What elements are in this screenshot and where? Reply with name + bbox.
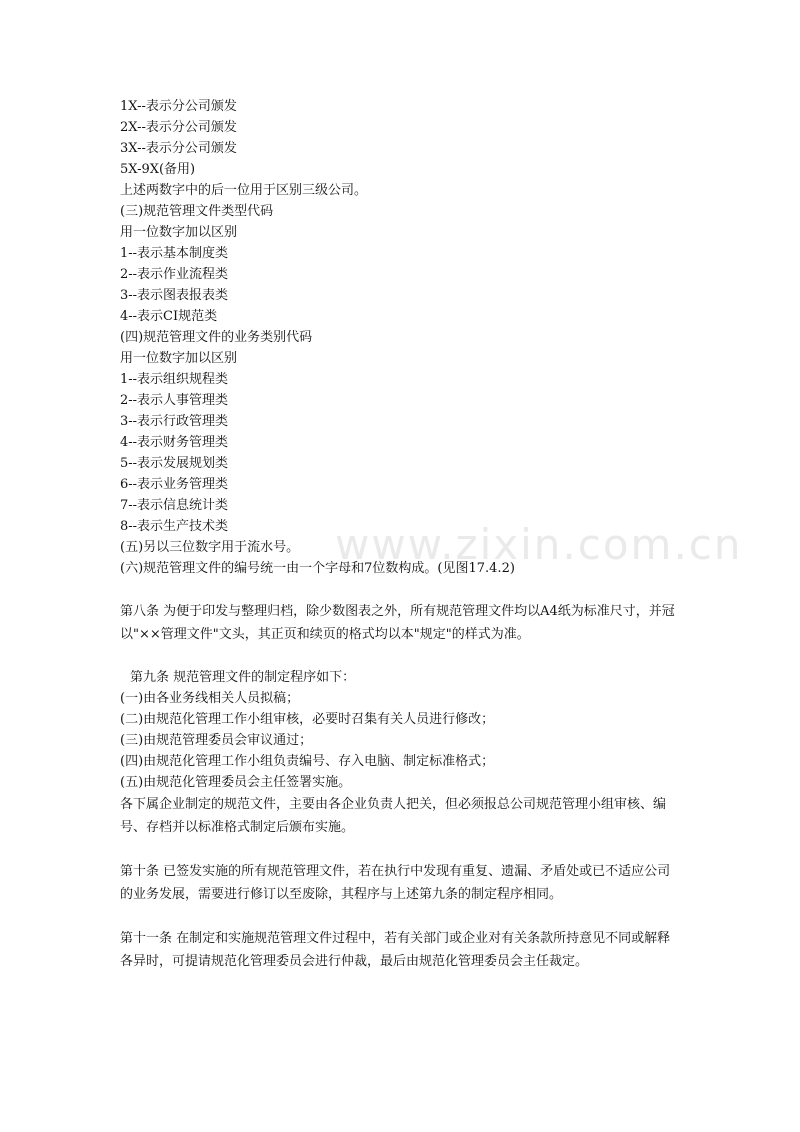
code-line: 5--表示发展规划类 [120, 456, 229, 471]
paragraph-gap [120, 579, 680, 600]
article-9-title: 第九条 规范管理文件的制定程序如下： [130, 670, 356, 685]
paragraph-gap [120, 906, 680, 927]
code-line: 5X-9X(备用) [120, 162, 196, 177]
section-heading: (五)另以三位数字用于流水号。 [120, 540, 300, 555]
article-9-step: (五)由规范化管理委员会主任签署实施。 [120, 775, 352, 790]
code-line: 1--表示基本制度类 [120, 246, 229, 261]
document-page [120, 96, 680, 973]
code-line: 4--表示财务管理类 [120, 435, 229, 450]
code-line: 7--表示信息统计类 [120, 498, 229, 513]
article-9-step: (一)由各业务线相关人员拟稿； [120, 691, 300, 706]
code-line: 8--表示生产技术类 [120, 519, 229, 534]
article-9-step: (四)由规范化管理工作小组负责编号、存入电脑、制定标准格式； [120, 754, 495, 769]
code-line: 3--表示行政管理类 [120, 414, 229, 429]
section-heading: (六)规范管理文件的编号统一由一个字母和7位数构成。(见图17.4.2) [120, 561, 515, 576]
paragraph-gap [120, 646, 680, 667]
code-line: 1--表示组织规程类 [120, 372, 229, 387]
paragraph-gap [120, 839, 680, 860]
watermark: www.zixin.com.cn [335, 520, 743, 569]
code-line: 2--表示作业流程类 [120, 267, 229, 282]
code-line: 3--表示图表报表类 [120, 288, 229, 303]
section-heading: (四)规范管理文件的业务类别代码 [120, 330, 313, 345]
code-line: 3X--表示分公司颁发 [120, 141, 237, 156]
article-8: 第八条 为便于印发与整理归档，除少数图表之外，所有规范管理文件均以A4纸为标准尺寸，并冠以"××管理文件"文头，其正页和续页的格式均以本"规定"的样式为准。 [120, 604, 675, 642]
text-line: 上述两数字中的后一位用于区别三级公司。 [120, 183, 368, 198]
article-11: 第十一条 在制定和实施规范管理文件过程中，若有关部门或企业对有关条款所持意见不同或解释各异时，可提请规范化管理委员会进行仲裁，最后由规范化管理委员会主任裁定。 [120, 931, 671, 969]
article-9-note: 各下属企业制定的规范文件，主要由各企业负责人把关，但必须报总公司规范管理小组审核、编号、存档并以标准格式制定后颁布实施。 [120, 797, 667, 835]
text-line: 用一位数字加以区别 [120, 351, 238, 366]
section-heading: (三)规范管理文件类型代码 [120, 204, 274, 219]
article-9-step: (二)由规范化管理工作小组审核，必要时召集有关人员进行修改； [120, 712, 495, 727]
article-9-step: (三)由规范管理委员会审议通过； [120, 733, 313, 748]
article-10: 第十条 已签发实施的所有规范管理文件，若在执行中发现有重复、遗漏、矛盾处或已不适应公司的业务发展，需要进行修订以至废除，其程序与上述第九条的制定程序相同。 [120, 864, 671, 902]
code-line: 2--表示人事管理类 [120, 393, 229, 408]
code-line: 2X--表示分公司颁发 [120, 120, 237, 135]
code-line: 4--表示CI规范类 [120, 309, 218, 324]
code-line: 6--表示业务管理类 [120, 477, 229, 492]
code-line: 1X--表示分公司颁发 [120, 99, 237, 114]
text-line: 用一位数字加以区别 [120, 225, 238, 240]
